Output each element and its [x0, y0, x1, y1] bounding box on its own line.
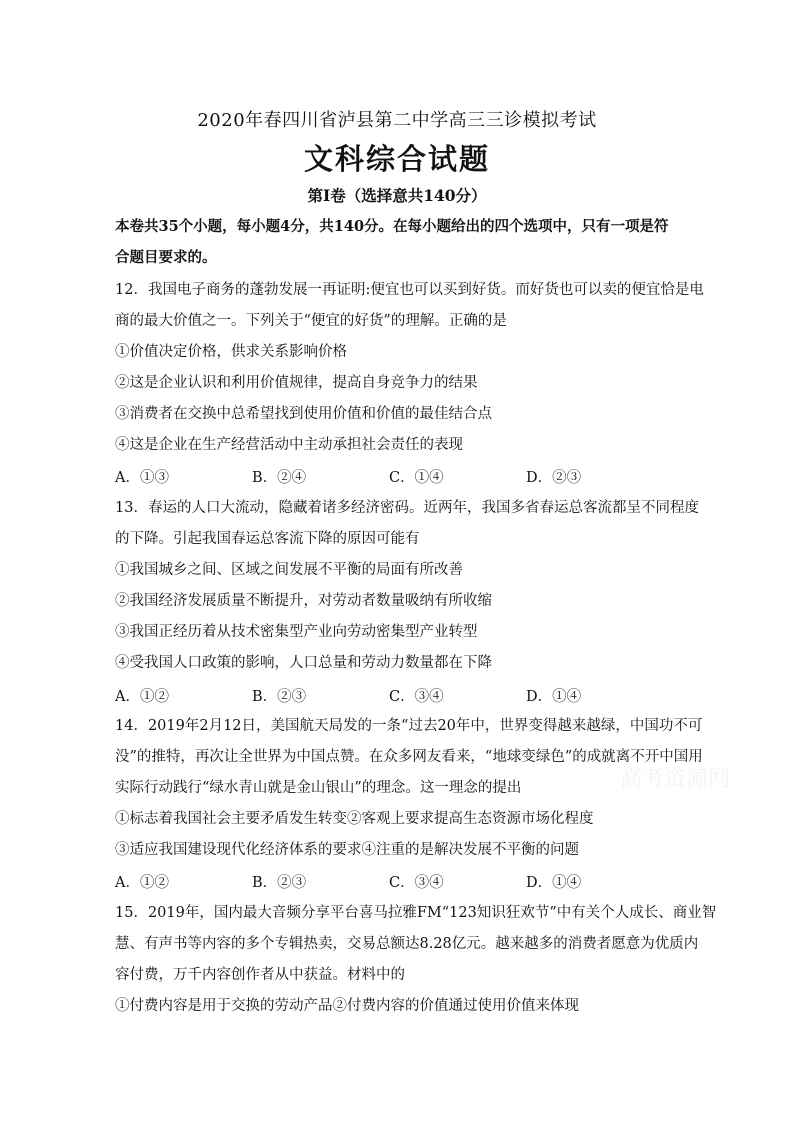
instructions-line-1: 本卷共35个小题，每小题4分，共140分。在每小题给出的四个选项中，只有一项是符 [115, 218, 669, 235]
q12-option-c: C．①④ [389, 470, 444, 486]
q13-item-2: ②我国经济发展质量不断提升，对劳动者数量吸纳有所收缩 [115, 593, 492, 609]
q14-options [115, 871, 685, 891]
q15-stem-line-3: 容付费，万千内容创作者从中获益。材料中的 [115, 967, 405, 983]
q12-option-a: A．①③ [115, 470, 169, 486]
q14-option-d: D．①④ [526, 875, 582, 891]
q14-option-b: B．②③ [252, 875, 307, 891]
subject-title: 文科综合试题 [303, 142, 490, 176]
q14-option-a: A．①② [115, 875, 169, 891]
q13-stem-line-2: 的下降。引起我国春运总客流下降的原因可能有 [115, 531, 420, 547]
q13-option-c: C．③④ [389, 689, 444, 705]
q13-option-d: D．①④ [526, 689, 582, 705]
q13-option-b: B．②③ [252, 689, 307, 705]
q14-option-c: C．③④ [389, 875, 444, 891]
q12-stem-line-1: 12．我国电子商务的蓬勃发展一再证明:便宜也可以买到好货。而好货也可以卖的便宜恰是电 [115, 282, 704, 298]
exam-title: 2020年春四川省泸县第二中学高三三诊模拟考试 [197, 110, 597, 131]
q15-item-1: ①付费内容是用于交换的劳动产品②付费内容的价值通过使用价值来体现 [115, 998, 579, 1014]
q12-options [115, 466, 685, 486]
q13-item-4: ④受我国人口政策的影响，人口总量和劳动力数量都在下降 [115, 655, 492, 671]
q13-option-a: A．①② [115, 689, 169, 705]
q14-stem-line-1: 14．2019年2月12日，美国航天局发的一条“过去20年中，世界变得越来越绿，中国功不可 [115, 718, 703, 734]
q13-stem-line-1: 13．春运的人口大流动，隐藏着诸多经济密码。近两年，我国多省春运总客流都呈不同程度 [115, 500, 699, 516]
watermark: 高考资源网 [620, 767, 731, 792]
q13-item-1: ①我国城乡之间、区域之间发展不平衡的局面有所改善 [115, 562, 463, 578]
q13-item-3: ③我国正经历着从技术密集型产业向劳动密集型产业转型 [115, 624, 478, 640]
q14-item-2: ③适应我国建设现代化经济体系的要求④注重的是解决发展不平衡的问题 [115, 842, 579, 858]
q12-item-2: ②这是企业认识和利用价值规律，提高自身竞争力的结果 [115, 375, 478, 391]
q14-stem-line-2: 没”的推特，再次让全世界为中国点赞。在众多网友看来，“地球变绿色”的成就离不开中国用 [115, 749, 703, 765]
q12-option-d: D．②③ [526, 470, 582, 486]
q13-options [115, 685, 685, 705]
q12-item-3: ③消费者在交换中总希望找到使用价值和价值的最佳结合点 [115, 406, 492, 422]
q15-stem-line-2: 慧、有声书等内容的多个专辑热卖，交易总额达8.28亿元。越来越多的消费者愿意为优质内 [115, 936, 699, 952]
q14-item-1: ①标志着我国社会主要矛盾发生转变②客观上要求提高生态资源市场化程度 [115, 811, 594, 827]
q12-item-1: ①价值决定价格，供求关系影响价格 [115, 344, 347, 360]
instructions-line-2: 合题目要求的。 [115, 249, 217, 266]
q14-stem-line-3: 实际行动践行“绿水青山就是金山银山”的理念。这一理念的提出 [115, 780, 522, 796]
q15-stem-line-1: 15．2019年，国内最大音频分享平台喜马拉雅FM“123知识狂欢节”中有关个人成长、商业智 [115, 905, 717, 921]
q12-option-b: B．②④ [252, 470, 307, 486]
q12-stem-line-2: 商的最大价值之一。下列关于“便宜的好货”的理解。正确的是 [115, 313, 507, 329]
q12-item-4: ④这是企业在生产经营活动中主动承担社会责任的表现 [115, 437, 463, 453]
volume-title: 第Ⅰ卷（选择意共140分） [307, 186, 487, 205]
